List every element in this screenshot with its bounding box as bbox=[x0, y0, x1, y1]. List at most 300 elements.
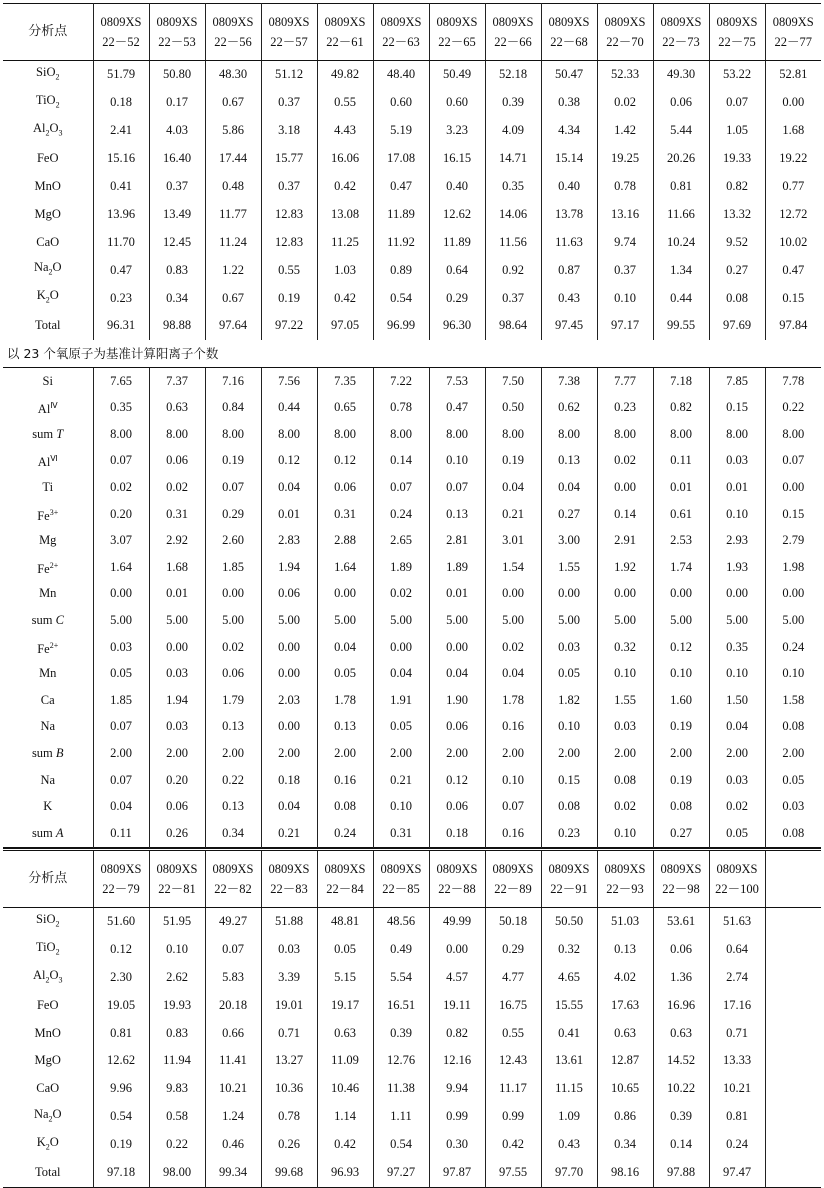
value-cell: 0.02 bbox=[93, 474, 149, 501]
value-cell: 0.12 bbox=[261, 448, 317, 475]
row-label: Ti bbox=[42, 480, 54, 495]
value-cell: 0.35 bbox=[709, 634, 765, 661]
value-cell: 99.34 bbox=[205, 1159, 261, 1187]
value-cell: 98.16 bbox=[597, 1159, 653, 1187]
value-cell: 0.08 bbox=[765, 820, 821, 847]
value-cell: 2.88 bbox=[317, 527, 373, 554]
value-cell: 0.39 bbox=[653, 1103, 709, 1131]
oxide-row bbox=[3, 284, 821, 312]
value-cell: 4.09 bbox=[485, 117, 541, 145]
value-cell: 0.87 bbox=[541, 256, 597, 284]
value-cell: 8.00 bbox=[541, 421, 597, 448]
amphibole-composition-table-2 bbox=[3, 848, 821, 1188]
row-label: sum A bbox=[31, 825, 64, 840]
value-cell: 96.31 bbox=[93, 312, 149, 340]
value-cell: 0.32 bbox=[597, 634, 653, 661]
value-cell: 0.22 bbox=[205, 767, 261, 794]
sample-column-header: 0809XS 22－77 bbox=[765, 4, 821, 61]
value-cell: 0.99 bbox=[429, 1103, 485, 1131]
value-cell: 5.83 bbox=[205, 963, 261, 991]
value-cell: 11.24 bbox=[205, 228, 261, 256]
value-cell: 52.81 bbox=[765, 61, 821, 89]
value-cell: 53.22 bbox=[709, 61, 765, 89]
value-cell: 0.03 bbox=[149, 714, 205, 741]
value-cell: 0.06 bbox=[205, 660, 261, 687]
row-label: Mn bbox=[39, 586, 57, 601]
value-cell: 0.37 bbox=[149, 173, 205, 201]
row-label: $K_2O$ bbox=[36, 288, 59, 305]
value-cell: 1.09 bbox=[541, 1103, 597, 1131]
value-cell: 0.00 bbox=[261, 660, 317, 687]
value-cell: 8.00 bbox=[93, 421, 149, 448]
value-cell: 0.04 bbox=[373, 660, 429, 687]
value-cell: 12.45 bbox=[149, 228, 205, 256]
value-cell: 4.57 bbox=[429, 963, 485, 991]
value-cell: 7.18 bbox=[653, 367, 709, 394]
value-cell: 0.27 bbox=[541, 501, 597, 528]
value-cell bbox=[765, 1159, 821, 1187]
value-cell: 0.10 bbox=[485, 767, 541, 794]
row-label: sum T bbox=[32, 426, 64, 441]
value-cell: 0.19 bbox=[205, 448, 261, 475]
value-cell: 4.65 bbox=[541, 963, 597, 991]
sample-column-header: 0809XS 22－57 bbox=[261, 4, 317, 61]
value-cell: 11.70 bbox=[93, 228, 149, 256]
value-cell: 8.00 bbox=[373, 421, 429, 448]
sample-column-header: 0809XS 22－68 bbox=[541, 4, 597, 61]
cation-row bbox=[3, 448, 821, 475]
value-cell: 0.42 bbox=[317, 284, 373, 312]
value-cell: 10.22 bbox=[653, 1075, 709, 1103]
value-cell: 0.44 bbox=[653, 284, 709, 312]
value-cell: 2.60 bbox=[205, 527, 261, 554]
value-cell: 0.27 bbox=[709, 256, 765, 284]
value-cell: 12.43 bbox=[485, 1047, 541, 1075]
cation-row bbox=[3, 474, 821, 501]
value-cell: 0.23 bbox=[597, 395, 653, 422]
value-cell: 51.88 bbox=[261, 907, 317, 935]
value-cell: 0.10 bbox=[429, 448, 485, 475]
value-cell: 13.33 bbox=[709, 1047, 765, 1075]
value-cell: 7.16 bbox=[205, 367, 261, 394]
value-cell: 5.00 bbox=[317, 607, 373, 634]
value-cell: 0.13 bbox=[597, 935, 653, 963]
value-cell: 0.07 bbox=[485, 793, 541, 820]
value-cell: 49.30 bbox=[653, 61, 709, 89]
oxide-row bbox=[3, 256, 821, 284]
value-cell: 0.13 bbox=[541, 448, 597, 475]
value-cell: 11.17 bbox=[485, 1075, 541, 1103]
cation-row bbox=[3, 793, 821, 820]
value-cell: 1.93 bbox=[709, 554, 765, 581]
row-label: Total bbox=[34, 318, 61, 333]
value-cell: 0.01 bbox=[429, 581, 485, 608]
value-cell: 0.23 bbox=[541, 820, 597, 847]
value-cell: 11.38 bbox=[373, 1075, 429, 1103]
row-label: $Al^Ⅵ$ bbox=[37, 454, 58, 470]
value-cell: 11.92 bbox=[373, 228, 429, 256]
value-cell: 0.18 bbox=[429, 820, 485, 847]
value-cell: 0.17 bbox=[149, 89, 205, 117]
value-cell: 0.08 bbox=[709, 284, 765, 312]
value-cell: 0.82 bbox=[429, 1019, 485, 1047]
row-label: Ca bbox=[40, 692, 55, 707]
row-label: CaO bbox=[36, 234, 60, 249]
value-cell: 15.77 bbox=[261, 145, 317, 173]
value-cell: 0.19 bbox=[261, 284, 317, 312]
value-cell: 0.29 bbox=[205, 501, 261, 528]
value-cell: 13.32 bbox=[709, 200, 765, 228]
value-cell: 0.64 bbox=[429, 256, 485, 284]
analysis-point-header: 分析点 bbox=[3, 849, 93, 907]
value-cell: 97.17 bbox=[597, 312, 653, 340]
value-cell: 0.02 bbox=[149, 474, 205, 501]
value-cell: 0.24 bbox=[317, 820, 373, 847]
value-cell: 0.00 bbox=[429, 935, 485, 963]
value-cell: 0.03 bbox=[709, 767, 765, 794]
value-cell: 1.42 bbox=[597, 117, 653, 145]
value-cell: 0.21 bbox=[261, 820, 317, 847]
value-cell: 19.11 bbox=[429, 991, 485, 1019]
value-cell: 0.40 bbox=[541, 173, 597, 201]
value-cell: 16.15 bbox=[429, 145, 485, 173]
value-cell: 0.03 bbox=[261, 935, 317, 963]
value-cell: 2.00 bbox=[317, 740, 373, 767]
value-cell: 0.05 bbox=[765, 767, 821, 794]
value-cell: 2.00 bbox=[149, 740, 205, 767]
value-cell: 12.83 bbox=[261, 200, 317, 228]
row-label: MnO bbox=[34, 1025, 61, 1040]
value-cell: 0.16 bbox=[317, 767, 373, 794]
value-cell: 0.47 bbox=[765, 256, 821, 284]
value-cell: 2.74 bbox=[709, 963, 765, 991]
cation-row bbox=[3, 767, 821, 794]
value-cell: 48.30 bbox=[205, 61, 261, 89]
value-cell: 0.03 bbox=[709, 448, 765, 475]
row-label: SiO$_2$ bbox=[36, 65, 60, 82]
value-cell: 8.00 bbox=[261, 421, 317, 448]
value-cell: 0.00 bbox=[205, 581, 261, 608]
value-cell: 8.00 bbox=[485, 421, 541, 448]
value-cell: 11.77 bbox=[205, 200, 261, 228]
value-cell: 2.00 bbox=[373, 740, 429, 767]
value-cell: 0.30 bbox=[429, 1131, 485, 1159]
value-cell: 2.00 bbox=[765, 740, 821, 767]
value-cell: 0.84 bbox=[205, 395, 261, 422]
value-cell: 0.22 bbox=[765, 395, 821, 422]
sample-column-header: 0809XS 22－88 bbox=[429, 849, 485, 907]
value-cell: 0.01 bbox=[653, 474, 709, 501]
value-cell: 5.00 bbox=[373, 607, 429, 634]
value-cell: 7.77 bbox=[597, 367, 653, 394]
oxide-row bbox=[3, 228, 821, 256]
value-cell: 50.47 bbox=[541, 61, 597, 89]
value-cell: 97.55 bbox=[485, 1159, 541, 1187]
value-cell: 3.23 bbox=[429, 117, 485, 145]
value-cell: 0.10 bbox=[373, 793, 429, 820]
value-cell: 0.10 bbox=[653, 660, 709, 687]
oxide-row bbox=[3, 1131, 821, 1159]
value-cell: 96.93 bbox=[317, 1159, 373, 1187]
value-cell: 0.43 bbox=[541, 1131, 597, 1159]
value-cell: 98.88 bbox=[149, 312, 205, 340]
value-cell: 16.06 bbox=[317, 145, 373, 173]
value-cell: 0.42 bbox=[317, 173, 373, 201]
value-cell: 48.40 bbox=[373, 61, 429, 89]
value-cell: 0.47 bbox=[429, 395, 485, 422]
sample-column-header: 0809XS 22－66 bbox=[485, 4, 541, 61]
value-cell: 1.03 bbox=[317, 256, 373, 284]
value-cell: 0.20 bbox=[149, 767, 205, 794]
value-cell: 0.39 bbox=[373, 1019, 429, 1047]
value-cell: 0.31 bbox=[317, 501, 373, 528]
value-cell: 1.55 bbox=[597, 687, 653, 714]
value-cell: 0.03 bbox=[765, 793, 821, 820]
value-cell: 0.08 bbox=[765, 714, 821, 741]
value-cell: 7.37 bbox=[149, 367, 205, 394]
value-cell: 1.94 bbox=[261, 554, 317, 581]
sample-column-header: 0809XS 22－93 bbox=[597, 849, 653, 907]
value-cell: 0.08 bbox=[597, 767, 653, 794]
value-cell: 0.02 bbox=[485, 634, 541, 661]
cation-basis-note-row bbox=[3, 340, 821, 368]
row-label: MnO bbox=[34, 179, 61, 193]
value-cell: 0.78 bbox=[261, 1103, 317, 1131]
value-cell: 1.36 bbox=[653, 963, 709, 991]
value-cell: 4.02 bbox=[597, 963, 653, 991]
value-cell: 0.23 bbox=[93, 284, 149, 312]
value-cell: 0.06 bbox=[317, 474, 373, 501]
value-cell: 0.15 bbox=[765, 501, 821, 528]
value-cell: 0.07 bbox=[373, 474, 429, 501]
value-cell: 1.90 bbox=[429, 687, 485, 714]
value-cell: 0.83 bbox=[149, 1019, 205, 1047]
value-cell: 0.04 bbox=[261, 793, 317, 820]
value-cell: 8.00 bbox=[317, 421, 373, 448]
value-cell: 20.18 bbox=[205, 991, 261, 1019]
row-label: $Fe^{3+}$ bbox=[37, 507, 59, 523]
value-cell: 2.00 bbox=[485, 740, 541, 767]
value-cell: 17.08 bbox=[373, 145, 429, 173]
value-cell: 0.01 bbox=[709, 474, 765, 501]
cation-row bbox=[3, 395, 821, 422]
value-cell: 50.49 bbox=[429, 61, 485, 89]
value-cell: 1.22 bbox=[205, 256, 261, 284]
value-cell: 0.07 bbox=[205, 474, 261, 501]
value-cell: 0.19 bbox=[653, 714, 709, 741]
value-cell: 0.42 bbox=[317, 1131, 373, 1159]
oxide-row bbox=[3, 89, 821, 117]
value-cell: 0.60 bbox=[373, 89, 429, 117]
value-cell: 0.14 bbox=[373, 448, 429, 475]
value-cell bbox=[765, 1103, 821, 1131]
value-cell: 0.34 bbox=[149, 284, 205, 312]
value-cell: 1.58 bbox=[765, 687, 821, 714]
sample-column-header: 0809XS 22－63 bbox=[373, 4, 429, 61]
sample-column-header: 0809XS 22－79 bbox=[93, 849, 149, 907]
value-cell: 0.50 bbox=[485, 395, 541, 422]
value-cell: 0.11 bbox=[93, 820, 149, 847]
value-cell: 1.78 bbox=[485, 687, 541, 714]
row-label: SiO$_2$ bbox=[36, 911, 60, 929]
oxide-row bbox=[3, 61, 821, 89]
row-label: $Na_2O$ bbox=[33, 260, 62, 277]
value-cell: 1.98 bbox=[765, 554, 821, 581]
value-cell: 0.04 bbox=[485, 474, 541, 501]
row-label: K bbox=[43, 799, 53, 814]
cation-row bbox=[3, 634, 821, 661]
value-cell: 3.07 bbox=[93, 527, 149, 554]
value-cell: 0.00 bbox=[485, 581, 541, 608]
row-label: $Na_2O$ bbox=[33, 1107, 62, 1124]
value-cell: 5.54 bbox=[373, 963, 429, 991]
value-cell: 0.00 bbox=[653, 581, 709, 608]
value-cell: 0.18 bbox=[261, 767, 317, 794]
value-cell: 12.62 bbox=[93, 1047, 149, 1075]
value-cell: 0.63 bbox=[597, 1019, 653, 1047]
value-cell: 0.01 bbox=[261, 501, 317, 528]
row-label: $K_2O$ bbox=[36, 1134, 59, 1152]
row-label: Na bbox=[40, 772, 56, 787]
value-cell: 97.45 bbox=[541, 312, 597, 340]
value-cell: 0.49 bbox=[373, 935, 429, 963]
value-cell: 11.41 bbox=[205, 1047, 261, 1075]
oxide-row bbox=[3, 1047, 821, 1075]
value-cell: 0.55 bbox=[485, 1019, 541, 1047]
value-cell: 53.61 bbox=[653, 907, 709, 935]
value-cell: 0.04 bbox=[93, 793, 149, 820]
value-cell: 12.62 bbox=[429, 200, 485, 228]
value-cell: 48.56 bbox=[373, 907, 429, 935]
value-cell: 10.21 bbox=[709, 1075, 765, 1103]
value-cell: 0.07 bbox=[93, 448, 149, 475]
value-cell: 0.32 bbox=[541, 935, 597, 963]
value-cell: 97.87 bbox=[429, 1159, 485, 1187]
value-cell: 3.00 bbox=[541, 527, 597, 554]
value-cell: 13.16 bbox=[597, 200, 653, 228]
value-cell: 0.04 bbox=[261, 474, 317, 501]
value-cell: 0.71 bbox=[709, 1019, 765, 1047]
value-cell: 9.94 bbox=[429, 1075, 485, 1103]
cation-row bbox=[3, 527, 821, 554]
oxide-row bbox=[3, 1159, 821, 1187]
value-cell: 7.50 bbox=[485, 367, 541, 394]
value-cell: 0.15 bbox=[709, 395, 765, 422]
value-cell: 0.03 bbox=[597, 714, 653, 741]
value-cell: 0.12 bbox=[653, 634, 709, 661]
value-cell: 13.96 bbox=[93, 200, 149, 228]
value-cell: 5.00 bbox=[149, 607, 205, 634]
value-cell: 0.06 bbox=[149, 793, 205, 820]
value-cell: 19.17 bbox=[317, 991, 373, 1019]
cation-row bbox=[3, 581, 821, 608]
value-cell: 14.06 bbox=[485, 200, 541, 228]
value-cell: 19.05 bbox=[93, 991, 149, 1019]
value-cell: 14.71 bbox=[485, 145, 541, 173]
value-cell: 0.08 bbox=[317, 793, 373, 820]
oxide-row bbox=[3, 312, 821, 340]
value-cell: 0.07 bbox=[709, 89, 765, 117]
value-cell: 0.10 bbox=[541, 714, 597, 741]
value-cell: 1.34 bbox=[653, 256, 709, 284]
value-cell: 49.27 bbox=[205, 907, 261, 935]
value-cell bbox=[765, 1047, 821, 1075]
value-cell: 0.82 bbox=[709, 173, 765, 201]
value-cell: 0.22 bbox=[149, 1131, 205, 1159]
value-cell: 13.78 bbox=[541, 200, 597, 228]
value-cell: 0.02 bbox=[709, 793, 765, 820]
value-cell: 5.19 bbox=[373, 117, 429, 145]
value-cell: 15.14 bbox=[541, 145, 597, 173]
value-cell: 3.01 bbox=[485, 527, 541, 554]
analysis-point-header: 分析点 bbox=[3, 4, 93, 61]
value-cell: 1.24 bbox=[205, 1103, 261, 1131]
value-cell bbox=[765, 935, 821, 963]
value-cell: 19.22 bbox=[765, 145, 821, 173]
value-cell: 0.81 bbox=[709, 1103, 765, 1131]
row-label: $Al_2O_3$ bbox=[32, 120, 63, 138]
cation-row bbox=[3, 421, 821, 448]
value-cell: 0.05 bbox=[317, 935, 373, 963]
value-cell: 13.08 bbox=[317, 200, 373, 228]
value-cell: 4.77 bbox=[485, 963, 541, 991]
value-cell: 13.61 bbox=[541, 1047, 597, 1075]
oxide-row bbox=[3, 117, 821, 145]
value-cell: 0.38 bbox=[541, 89, 597, 117]
oxide-row bbox=[3, 145, 821, 173]
value-cell: 0.10 bbox=[597, 660, 653, 687]
value-cell: 51.12 bbox=[261, 61, 317, 89]
value-cell: 97.64 bbox=[205, 312, 261, 340]
value-cell: 0.00 bbox=[261, 714, 317, 741]
oxide-row bbox=[3, 1075, 821, 1103]
value-cell: 0.21 bbox=[485, 501, 541, 528]
value-cell: 0.08 bbox=[653, 793, 709, 820]
cation-row bbox=[3, 367, 821, 394]
value-cell: 0.63 bbox=[149, 395, 205, 422]
sample-column-header: 0809XS 22－52 bbox=[93, 4, 149, 61]
value-cell: 0.40 bbox=[429, 173, 485, 201]
value-cell: 0.24 bbox=[709, 1131, 765, 1159]
sample-column-header: 0809XS 22－56 bbox=[205, 4, 261, 61]
value-cell: 0.64 bbox=[709, 935, 765, 963]
sample-column-header: 0809XS 22－89 bbox=[485, 849, 541, 907]
value-cell: 19.93 bbox=[149, 991, 205, 1019]
value-cell: 2.00 bbox=[709, 740, 765, 767]
value-cell: 16.96 bbox=[653, 991, 709, 1019]
value-cell: 97.88 bbox=[653, 1159, 709, 1187]
value-cell: 0.06 bbox=[653, 89, 709, 117]
sample-column-header: 0809XS 22－82 bbox=[205, 849, 261, 907]
value-cell: 13.27 bbox=[261, 1047, 317, 1075]
cation-row bbox=[3, 660, 821, 687]
oxide-row bbox=[3, 173, 821, 201]
value-cell: 0.04 bbox=[429, 660, 485, 687]
value-cell: 0.07 bbox=[93, 767, 149, 794]
value-cell: 0.24 bbox=[373, 501, 429, 528]
value-cell: 0.04 bbox=[709, 714, 765, 741]
value-cell: 7.65 bbox=[93, 367, 149, 394]
value-cell: 12.83 bbox=[261, 228, 317, 256]
value-cell: 11.66 bbox=[653, 200, 709, 228]
amphibole-analysis-page bbox=[3, 3, 821, 1188]
value-cell: 1.85 bbox=[205, 554, 261, 581]
value-cell: 0.07 bbox=[93, 714, 149, 741]
value-cell bbox=[765, 1131, 821, 1159]
row-label: Si bbox=[42, 373, 53, 388]
value-cell: 1.92 bbox=[597, 554, 653, 581]
value-cell: 11.94 bbox=[149, 1047, 205, 1075]
